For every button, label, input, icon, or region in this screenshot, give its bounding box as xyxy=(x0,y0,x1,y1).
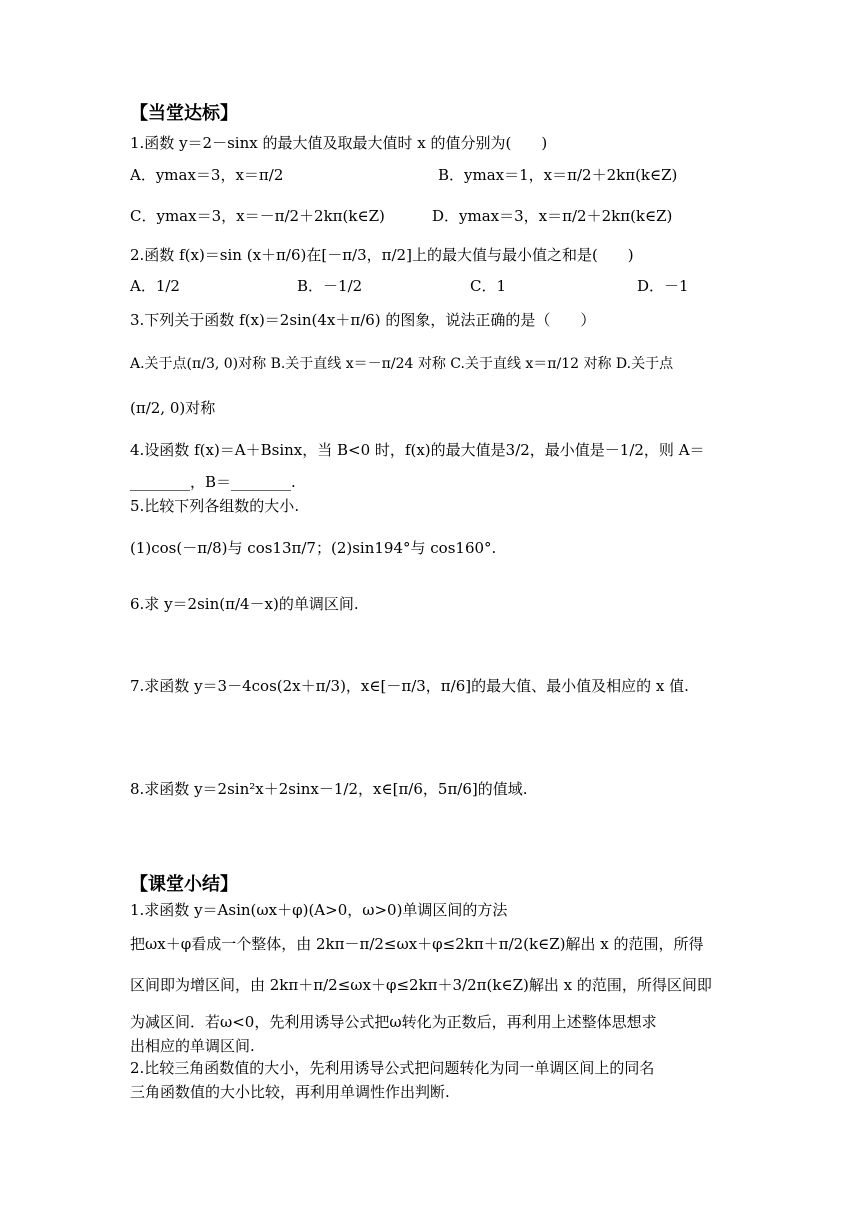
q2-option-d: D．－1 xyxy=(637,277,689,295)
summary-line-5: 出相应的单调区间. xyxy=(130,1037,255,1055)
summary-line-1: 1.求函数 y＝Asin(ωx＋φ)(A>0，ω>0)单调区间的方法 xyxy=(130,901,508,919)
q1-option-d: D．ymax＝3，x＝π/2＋2kπ(k∈Z) xyxy=(432,207,673,225)
q2-option-c: C．1 xyxy=(470,277,507,295)
q3-options-line2: (π/2, 0)对称 xyxy=(130,399,216,417)
section-heading-summary: 【课堂小结】 xyxy=(130,874,238,895)
q4-line1: 4.设函数 f(x)＝A＋Bsinx，当 B<0 时，f(x)的最大值是3/2，最小值是－1/2，则 A＝ xyxy=(130,441,705,459)
q2-option-a: A．1/2 xyxy=(130,277,180,295)
summary-line-4: 为减区间．若ω<0，先利用诱导公式把ω转化为正数后，再利用上述整体思想求 xyxy=(130,1013,657,1031)
q1-stem: 1.函数 y＝2－sinx 的最大值及取最大值时 x 的值分别为( ) xyxy=(130,134,548,152)
q4-line2: ________，B＝________. xyxy=(130,473,296,491)
q2-option-b: B．－1/2 xyxy=(297,277,363,295)
q2-stem: 2.函数 f(x)＝sin (x＋π/6)在[－π/3，π/2]上的最大值与最小值之和是( ) xyxy=(130,246,634,264)
q1-option-b: B．ymax＝1，x＝π/2＋2kπ(k∈Z) xyxy=(438,166,678,184)
q1-option-c: C．ymax＝3，x＝－π/2＋2kπ(k∈Z) xyxy=(130,207,385,225)
q5-line1: 5.比较下列各组数的大小. xyxy=(130,497,300,515)
summary-line-2: 把ωx＋φ看成一个整体，由 2kπ－π/2≤ωx＋φ≤2kπ＋π/2(k∈Z)解出 x 的范围，所得 xyxy=(130,935,704,953)
q3-stem: 3.下列关于函数 f(x)＝2sin(4x＋π/6) 的图象，说法正确的是（ ） xyxy=(130,311,596,329)
q1-option-a: A．ymax＝3，x＝π/2 xyxy=(130,166,284,184)
summary-line-6: 2.比较三角函数值的大小，先利用诱导公式把问题转化为同一单调区间上的同名 xyxy=(130,1059,655,1077)
q3-options-line1: A.关于点(π/3, 0)对称 B.关于直线 x＝－π/24 对称 C.关于直线 x＝π/12 对称 D.关于点 xyxy=(130,356,674,372)
summary-line-3: 区间即为增区间，由 2kπ＋π/2≤ωx＋φ≤2kπ＋3/2π(k∈Z)解出 x 的范围，所得区间即 xyxy=(130,976,712,994)
q7-text: 7.求函数 y＝3－4cos(2x＋π/3)，x∈[－π/3，π/6]的最大值、最小值及相应的 x 值. xyxy=(130,677,689,695)
q8-text: 8.求函数 y＝2sin²x＋2sinx－1/2，x∈[π/6，5π/6]的值域. xyxy=(130,780,528,798)
q6-text: 6.求 y＝2sin(π/4－x)的单调区间. xyxy=(130,595,359,613)
section-heading-practice: 【当堂达标】 xyxy=(130,103,238,124)
q5-line2: (1)cos(－π/8)与 cos13π/7；(2)sin194°与 cos160°. xyxy=(130,539,497,557)
summary-line-7: 三角函数值的大小比较，再利用单调性作出判断. xyxy=(130,1083,450,1101)
